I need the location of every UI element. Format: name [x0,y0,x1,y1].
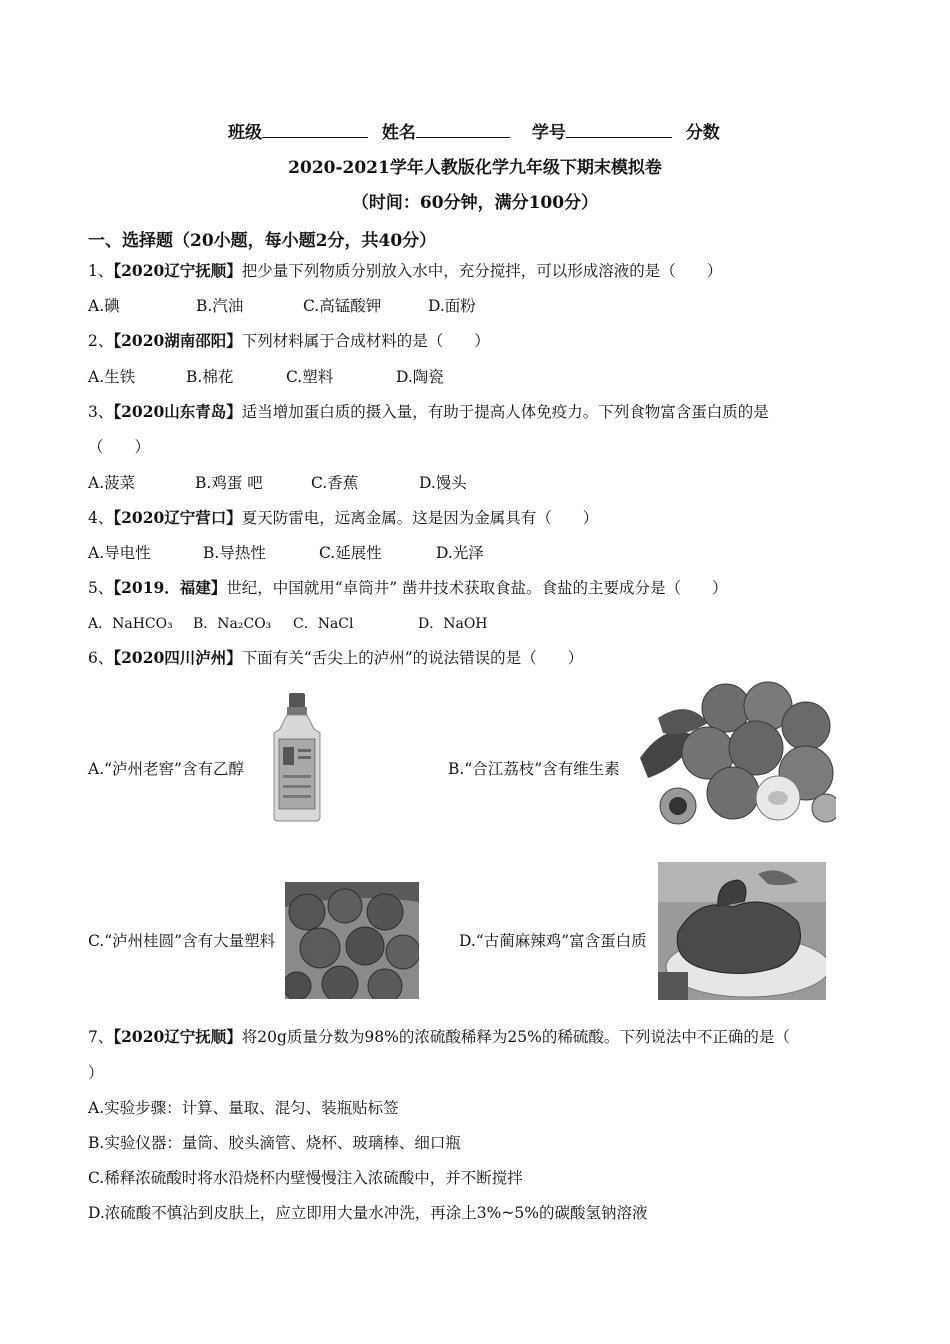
q2-stem: 下列材料属于合成材料的是（ ） [241,332,490,350]
q3-source: 【2020山东青岛】 [113,402,242,421]
q7-option-c[interactable]: C.稀释浓硫酸时将水沿烧杯内壁慢慢注入浓硫酸中，并不断搅拌 [88,1169,523,1187]
section-title: 一、选择题（20小题，每小题2分，共40分） [88,231,437,251]
q3-option-c[interactable]: C.香蕉 [311,474,359,492]
q5-option-c[interactable]: C．NaCl [293,616,354,632]
q5-number: 5、 [88,579,114,597]
class-blank[interactable] [262,122,368,138]
q6-number: 6、 [88,649,114,667]
exam-subtitle: （时间：60分钟，满分100分） [351,193,599,213]
q3-stem: 适当增加蛋白质的摄入量，有助于提高人体免疫力。下列食物富含蛋白质的是 [241,403,769,421]
q2-option-b[interactable]: B.棉花 [186,368,234,386]
student-id-label: 学号 [531,123,566,143]
question-5 [88,578,728,598]
q6-option-d[interactable]: D.“古蔺麻辣鸡”富含蛋白质 [459,932,647,950]
q1-options [88,296,476,316]
q7-stem-continued: ） [88,1064,104,1082]
q6-stem: 下面有关“舌尖上的泸州”的说法错误的是（ ） [241,649,584,667]
q3-stem-continued: （ ） [88,438,151,456]
student-info-line [228,118,720,143]
q1-option-a[interactable]: A.碘 [88,297,120,315]
q3-options [88,473,467,493]
longan-image [285,882,419,999]
q6-option-a[interactable]: A.“泸州老窖”含有乙醇 [88,760,244,778]
q5-option-a[interactable]: A．NaHCO₃ [88,616,173,632]
q4-option-d[interactable]: D.光泽 [436,544,484,562]
q7-number: 7、 [88,1028,114,1046]
question-2 [88,331,490,351]
q6-source: 【2020四川泸州】 [113,648,242,667]
q7-stem: 将20g质量分数为98%的浓硫酸稀释为25%的稀硫酸。下列说法中不正确的是（ [241,1028,790,1046]
q4-options [88,543,484,563]
q4-number: 4、 [88,509,114,527]
class-label: 班级 [228,123,262,143]
q4-stem: 夏天防雷电，远离金属。这是因为金属具有（ ） [241,509,599,527]
exam-title: 2020-2021学年人教版化学九年级下期末模拟卷 [288,158,662,178]
score-label: 分数 [685,123,720,143]
q3-option-b[interactable]: B.鸡蛋 吧 [195,474,263,492]
q2-option-a[interactable]: A.生铁 [88,368,136,386]
question-4 [88,508,598,528]
q1-number: 1、 [88,262,114,280]
q7-source: 【2020辽宁抚顺】 [113,1027,242,1046]
question-3 [88,402,769,422]
q1-option-b[interactable]: B.汽油 [196,297,244,315]
q3-option-a[interactable]: A.菠菜 [88,474,136,492]
q2-options [88,367,444,387]
q4-option-b[interactable]: B.导热性 [203,544,266,562]
q6-option-c[interactable]: C.“泸州桂圆”含有大量塑料 [88,932,276,950]
q4-source: 【2020辽宁营口】 [113,508,242,527]
q1-source: 【2020辽宁抚顺】 [113,261,242,280]
q6-option-b[interactable]: B.“合江荔枝”含有维生素 [448,760,620,778]
q7-option-a[interactable]: A.实验步骤：计算、量取、混匀、装瓶贴标签 [88,1099,399,1117]
q2-option-d[interactable]: D.陶瓷 [396,368,444,386]
question-1 [88,261,722,281]
liquor-bottle-image [262,689,332,824]
q2-number: 2、 [88,332,114,350]
lychee-image [638,678,836,828]
q4-option-c[interactable]: C.延展性 [319,544,382,562]
q2-source: 【2020湖南邵阳】 [113,331,242,350]
q2-option-c[interactable]: C.塑料 [286,368,334,386]
q3-number: 3、 [88,403,114,421]
q7-option-d[interactable]: D.浓硫酸不慎沾到皮肤上，应立即用大量水冲洗，再涂上3%~5%的碳酸氢钠溶液 [88,1204,648,1222]
q5-options [88,614,488,634]
q3-option-d[interactable]: D.馒头 [419,474,467,492]
name-label: 姓名 [381,123,416,143]
spicy-chicken-image [658,862,826,1000]
q5-source: 【2019．福建】 [113,578,227,597]
q1-option-c[interactable]: C.高锰酸钾 [303,297,382,315]
student-id-blank[interactable] [566,122,672,138]
question-6 [88,648,583,668]
q5-option-d[interactable]: D．NaOH [418,616,488,632]
q1-option-d[interactable]: D.面粉 [428,297,476,315]
q5-option-b[interactable]: B．Na₂CO₃ [193,616,272,632]
q1-stem: 把少量下列物质分别放入水中，充分搅拌，可以形成溶液的是（ ） [241,262,723,280]
question-7 [88,1027,790,1047]
q7-option-b[interactable]: B.实验仪器：量筒、胶头滴管、烧杯、玻璃棒、细口瓶 [88,1134,461,1152]
q5-stem: 世纪，中国就用“卓筒井” 凿井技术获取食盐。食盐的主要成分是（ ） [226,579,728,597]
name-blank[interactable] [416,122,510,138]
q4-option-a[interactable]: A.导电性 [88,544,151,562]
